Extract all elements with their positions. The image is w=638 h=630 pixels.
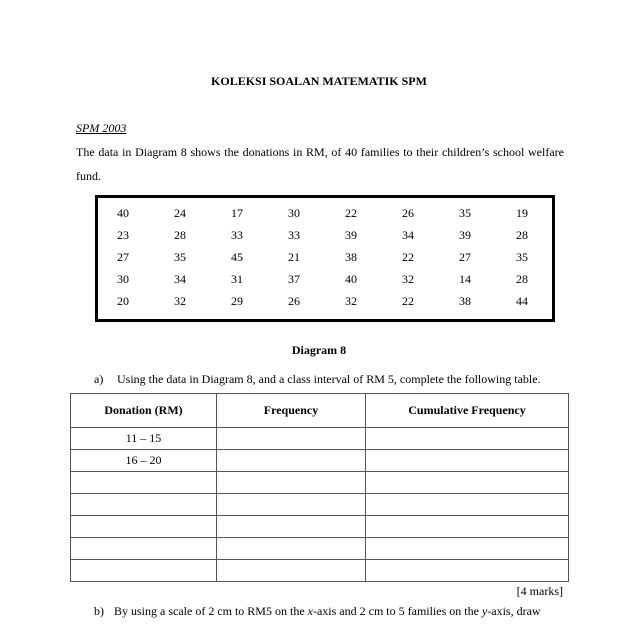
frequency-cell[interactable]: [217, 428, 366, 450]
table-header-row: [71, 394, 569, 428]
table-row: [71, 538, 569, 560]
donation-cell: [71, 560, 217, 582]
diagram-data-value: 45: [231, 250, 243, 264]
diagram-data-value: 39: [345, 228, 357, 242]
diagram-data-value: 35: [459, 206, 471, 220]
diagram-data-value: 39: [459, 228, 471, 242]
frequency-cell[interactable]: [217, 450, 366, 472]
part-a-label: a): [94, 372, 104, 386]
frequency-table: [70, 393, 569, 582]
header-cumulative-frequency: Cumulative Frequency: [366, 394, 569, 428]
diagram-data-value: 22: [402, 294, 414, 308]
diagram-data-value: 19: [516, 206, 528, 220]
diagram-data-value: 20: [117, 294, 129, 308]
diagram-data-value: 34: [402, 228, 414, 242]
question-intro: The data in Diagram 8 shows the donations in RM, of 40 families to their children’s school welfare fund.: [76, 145, 564, 183]
frequency-cell[interactable]: [217, 516, 366, 538]
part-a-marks: [4 marks]: [516, 584, 563, 598]
part-b-text-2: -axis and 2 cm to 5 families on the: [312, 604, 482, 618]
part-b-question: [94, 604, 566, 619]
diagram-data-value: 24: [174, 206, 186, 220]
table-row: [71, 428, 569, 450]
table-row: [71, 472, 569, 494]
diagram-data-value: 17: [231, 206, 243, 220]
diagram-data-value: 28: [516, 228, 528, 242]
cumulative-frequency-cell[interactable]: [366, 450, 569, 472]
diagram-data-value: 29: [231, 294, 243, 308]
donation-cell: [71, 516, 217, 538]
diagram-data-value: 22: [345, 206, 357, 220]
header-frequency: Frequency: [217, 394, 366, 428]
part-a-text: Using the data in Diagram 8, and a class interval of RM 5, complete the following table.: [117, 372, 541, 386]
frequency-cell[interactable]: [217, 494, 366, 516]
cumulative-frequency-cell[interactable]: [366, 494, 569, 516]
question-source: SPM 2003: [76, 121, 127, 135]
diagram-data-value: 35: [516, 250, 528, 264]
diagram-data-value: 40: [117, 206, 129, 220]
donation-cell: [71, 472, 217, 494]
diagram-data-value: 27: [459, 250, 471, 264]
part-b-y-axis: y: [481, 604, 488, 618]
diagram-data-value: 22: [402, 250, 414, 264]
diagram-data-grid: [98, 206, 552, 316]
cumulative-frequency-cell[interactable]: [366, 472, 569, 494]
frequency-cell[interactable]: [217, 538, 366, 560]
part-a-question: [94, 372, 541, 387]
part-b-text-1: By using a scale of 2 cm to RM5 on the: [114, 604, 308, 618]
diagram-data-value: 14: [459, 272, 471, 286]
frequency-table-body: [71, 428, 569, 582]
table-row: [71, 494, 569, 516]
diagram-data-value: 33: [288, 228, 300, 242]
cumulative-frequency-cell[interactable]: [366, 560, 569, 582]
donation-cell: [71, 494, 217, 516]
diagram-data-value: 30: [288, 206, 300, 220]
table-row: [71, 516, 569, 538]
diagram-data-value: 35: [174, 250, 186, 264]
diagram-data-value: 38: [459, 294, 471, 308]
part-b-x-axis: x: [307, 604, 313, 618]
diagram-data-row: [98, 228, 552, 250]
table-row: [71, 450, 569, 472]
diagram-data-value: 34: [174, 272, 186, 286]
donation-cell: 16 – 20: [71, 450, 217, 472]
frequency-cell[interactable]: [217, 472, 366, 494]
diagram-caption: Diagram 8: [291, 343, 347, 357]
part-b-text-3: -axis, draw: [487, 604, 541, 618]
diagram-data-value: 30: [117, 272, 129, 286]
diagram-data-value: 28: [174, 228, 186, 242]
cumulative-frequency-cell[interactable]: [366, 538, 569, 560]
diagram-data-value: 28: [516, 272, 528, 286]
diagram-data-value: 26: [402, 206, 414, 220]
diagram-data-value: 27: [117, 250, 129, 264]
diagram-data-value: 33: [231, 228, 243, 242]
page-header: KOLEKSI SOALAN MATEMATIK SPM: [211, 74, 427, 88]
diagram-data-value: 32: [345, 294, 357, 308]
donation-cell: [71, 538, 217, 560]
diagram-data-row: [98, 294, 552, 316]
frequency-cell[interactable]: [217, 560, 366, 582]
diagram-data-value: 31: [231, 272, 243, 286]
diagram-8-data-box: [95, 195, 555, 322]
diagram-data-value: 32: [174, 294, 186, 308]
header-donation: Donation (RM): [71, 394, 217, 428]
diagram-data-value: 23: [117, 228, 129, 242]
cumulative-frequency-cell[interactable]: [366, 516, 569, 538]
diagram-data-value: 38: [345, 250, 357, 264]
cumulative-frequency-cell[interactable]: [366, 428, 569, 450]
diagram-data-row: [98, 250, 552, 272]
donation-cell: 11 – 15: [71, 428, 217, 450]
diagram-data-row: [98, 272, 552, 294]
diagram-data-value: 21: [288, 250, 300, 264]
diagram-data-value: 32: [402, 272, 414, 286]
diagram-data-value: 26: [288, 294, 300, 308]
diagram-data-row: [98, 206, 552, 228]
diagram-data-value: 37: [288, 272, 300, 286]
table-row: [71, 560, 569, 582]
diagram-data-value: 40: [345, 272, 357, 286]
diagram-data-value: 44: [516, 294, 528, 308]
part-b-label: b): [94, 604, 104, 618]
